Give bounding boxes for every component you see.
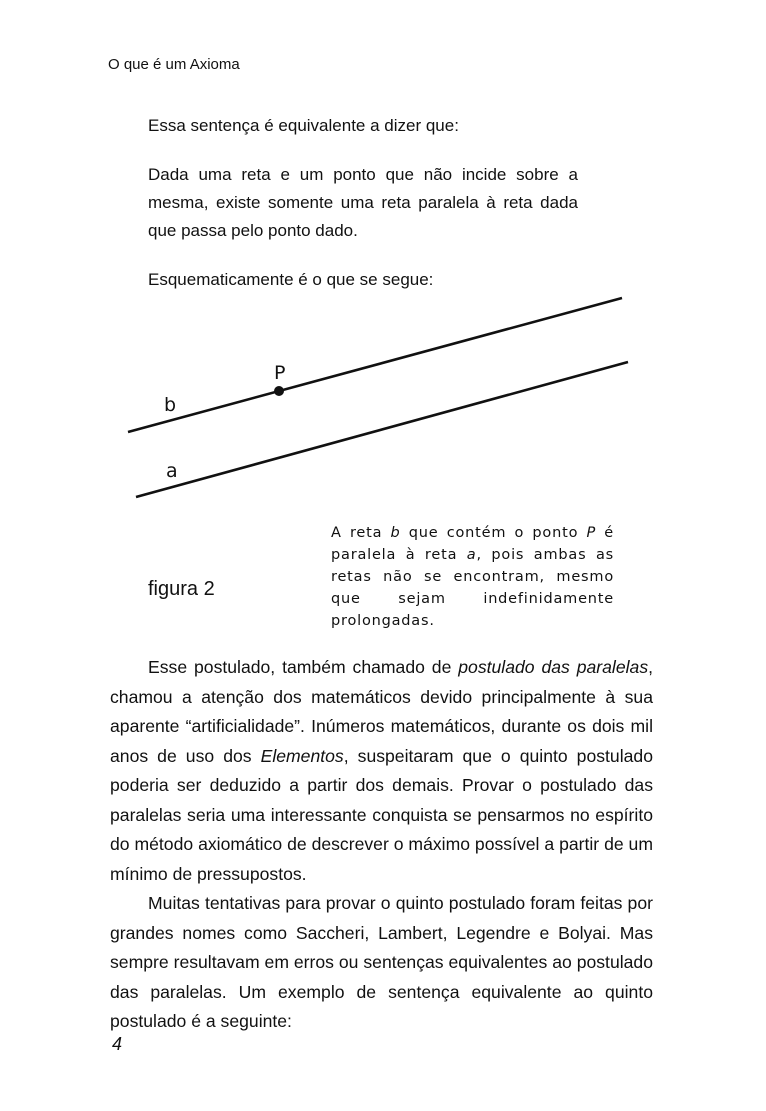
line-a	[136, 362, 628, 497]
point-p-label: P	[274, 362, 286, 384]
caption-line-a: a	[466, 547, 477, 563]
running-head: O que é um Axioma	[108, 56, 240, 73]
line-a-label: a	[166, 460, 178, 482]
body-text	[110, 653, 653, 1037]
line-b-label: b	[164, 394, 177, 416]
caption-text: é paralela à reta	[331, 525, 615, 563]
figure-caption	[331, 522, 614, 632]
point-p	[274, 386, 284, 396]
caption-text: que contém o ponto	[400, 525, 587, 541]
paragraph-1	[110, 653, 653, 889]
emphasis-postulado: postulado das paralelas	[458, 657, 649, 677]
caption-line-b: b	[390, 525, 401, 541]
caption-point-p: P	[586, 525, 597, 541]
paragraph-text: Esse postulado, também chamado de	[148, 657, 459, 677]
lead-in-text: Essa sentença é equivalente a dizer que:	[148, 116, 459, 135]
emphasis-elementos: Elementos	[260, 745, 344, 766]
parallel-statement: Dada uma reta e um ponto que não incide sobre a mesma, existe somente uma reta paralela à reta dada que passa pelo ponto dado.	[148, 165, 578, 240]
line-b	[128, 298, 622, 432]
caption-text: , pois ambas as retas não se encontram, mesmo que sejam indefinidamente prolongadas.	[331, 547, 614, 629]
caption-text: A reta	[331, 525, 391, 541]
page-number: 4	[112, 1034, 123, 1054]
paragraph-2: Muitas tentativas para provar o quinto postulado foram feitas por grandes nomes como Saccheri, Lambert, Legendre e Bolyai. Mas sempre resultavam em erros ou sentenças equivalentes ao postulado das paralelas. Um exemplo de sentença equivalente ao quinto postulado é a seguinte:	[110, 893, 653, 1031]
schema-intro-text: Esquematicamente é o que se segue:	[148, 270, 434, 289]
figure-number: figura 2	[148, 578, 215, 600]
paragraph-text: , suspeitaram que o quinto postulado poderia ser deduzido a partir dos demais. Provar o postulado das paralelas seria uma interessante conquista se pensarmos no espírito do método axiomático de descrever o máximo possível a partir de um mínimo de pressupostos.	[110, 745, 653, 884]
paragraph-text: , chamou a atenção dos matemáticos devido principalmente à sua aparente “artificialidade”. Inúmeros matemáticos, durante os dois mil anos de uso dos	[110, 657, 654, 766]
